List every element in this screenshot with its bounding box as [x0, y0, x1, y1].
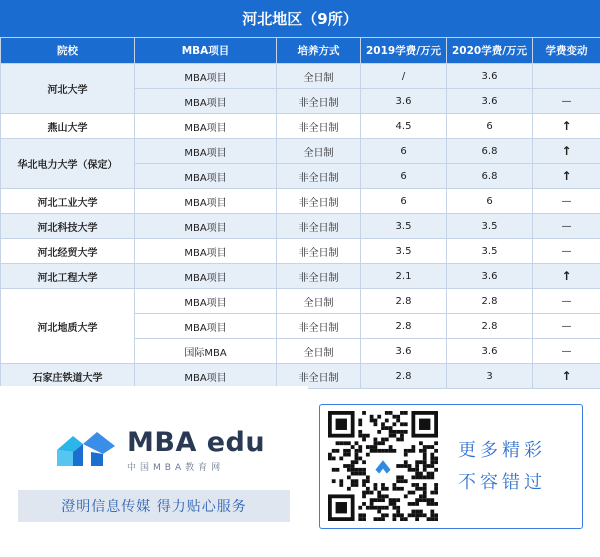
fee-change-cell: —: [533, 89, 600, 114]
header-fee-2020: 2020学费/万元: [447, 38, 533, 64]
fee-2019-cell: 2.8: [361, 314, 447, 339]
header-fee-change: 学费变动: [533, 38, 600, 64]
fee-change-cell: ↑: [533, 114, 600, 139]
mode-cell: 全日制: [277, 139, 361, 164]
fee-2019-cell: 6: [361, 164, 447, 189]
program-cell: MBA项目: [135, 214, 277, 239]
fee-2020-cell: 2.8: [447, 289, 533, 314]
fee-change-cell: —: [533, 189, 600, 214]
fee-2019-cell: /: [361, 64, 447, 89]
table-row: [1, 264, 600, 289]
page-title: 河北地区（9所）: [0, 0, 600, 37]
brand-subtitle: 中国MBA教育网: [127, 463, 225, 473]
school-cell: 河北经贸大学: [1, 239, 135, 264]
mode-cell: 非全日制: [277, 89, 361, 114]
program-cell: 国际MBA: [135, 339, 277, 364]
fee-change-cell: —: [533, 214, 600, 239]
fee-2020-cell: 6: [447, 189, 533, 214]
header-school: 院校: [1, 38, 135, 64]
program-cell: MBA项目: [135, 239, 277, 264]
mode-cell: 非全日制: [277, 239, 361, 264]
school-cell: 河北工程大学: [1, 264, 135, 289]
program-cell: MBA项目: [135, 189, 277, 214]
slogan-bar: 澄明信息传媒 得力贴心服务: [18, 490, 290, 522]
program-cell: MBA项目: [135, 289, 277, 314]
fee-change-cell: ↑: [533, 364, 600, 389]
table-row: [1, 214, 600, 239]
school-cell: 河北工业大学: [1, 189, 135, 214]
fee-2019-cell: 3.6: [361, 339, 447, 364]
school-cell: 燕山大学: [1, 114, 135, 139]
fee-2020-cell: 6.8: [447, 164, 533, 189]
table-row: [1, 64, 600, 89]
fee-2019-cell: 2.8: [361, 364, 447, 389]
program-cell: MBA项目: [135, 114, 277, 139]
program-cell: MBA项目: [135, 139, 277, 164]
fee-change-cell: ↑: [533, 164, 600, 189]
fee-2020-cell: 3: [447, 364, 533, 389]
program-cell: MBA项目: [135, 364, 277, 389]
fee-change-cell: —: [533, 289, 600, 314]
fee-change-cell: —: [533, 339, 600, 364]
qr-code-icon[interactable]: [328, 411, 438, 521]
mode-cell: 全日制: [277, 339, 361, 364]
mode-cell: 非全日制: [277, 114, 361, 139]
mode-cell: 非全日制: [277, 189, 361, 214]
fee-change-cell: ↑: [533, 139, 600, 164]
fee-2019-cell: 2.8: [361, 289, 447, 314]
card-line-2: 不容错过: [458, 472, 546, 493]
fee-2020-cell: 6.8: [447, 139, 533, 164]
table-row: [1, 364, 600, 389]
fee-2019-cell: 6: [361, 189, 447, 214]
school-cell: 河北地质大学: [1, 289, 135, 364]
fee-2020-cell: 3.6: [447, 89, 533, 114]
fee-change-cell: —: [533, 239, 600, 264]
fee-2020-cell: 3.6: [447, 339, 533, 364]
table-row: [1, 114, 600, 139]
fee-2019-cell: 3.5: [361, 214, 447, 239]
program-cell: MBA项目: [135, 64, 277, 89]
brand-name: MBA edu: [127, 427, 266, 458]
fee-2019-cell: 2.1: [361, 264, 447, 289]
fee-2020-cell: 3.5: [447, 239, 533, 264]
fee-2019-cell: 3.5: [361, 239, 447, 264]
fee-2020-cell: 3.5: [447, 214, 533, 239]
fee-2020-cell: 2.8: [447, 314, 533, 339]
program-cell: MBA项目: [135, 164, 277, 189]
table-row: [1, 189, 600, 214]
mode-cell: 非全日制: [277, 364, 361, 389]
mode-cell: 非全日制: [277, 214, 361, 239]
fee-change-cell: [533, 64, 600, 89]
mode-cell: 全日制: [277, 64, 361, 89]
program-cell: MBA项目: [135, 314, 277, 339]
mode-cell: 非全日制: [277, 164, 361, 189]
fee-change-cell: ↑: [533, 264, 600, 289]
mba-edu-logo-icon: [55, 428, 117, 468]
table-row: [1, 289, 600, 314]
program-cell: MBA项目: [135, 264, 277, 289]
fee-2019-cell: 3.6: [361, 89, 447, 114]
school-cell: 石家庄铁道大学: [1, 364, 135, 389]
fee-2019-cell: 4.5: [361, 114, 447, 139]
table-header-row: [1, 38, 600, 64]
school-cell: 河北大学: [1, 64, 135, 114]
brand-panel: [0, 386, 308, 557]
tuition-table: [0, 37, 600, 389]
qr-card: [319, 404, 583, 529]
mode-cell: 非全日制: [277, 314, 361, 339]
card-line-1: 更多精彩: [458, 440, 546, 461]
mode-cell: 非全日制: [277, 264, 361, 289]
fee-change-cell: —: [533, 314, 600, 339]
fee-2020-cell: 3.6: [447, 264, 533, 289]
fee-2019-cell: 6: [361, 139, 447, 164]
school-cell: 华北电力大学（保定）: [1, 139, 135, 189]
program-cell: MBA项目: [135, 89, 277, 114]
table-row: [1, 139, 600, 164]
fee-2020-cell: 3.6: [447, 64, 533, 89]
fee-2020-cell: 6: [447, 114, 533, 139]
header-mode: 培养方式: [277, 38, 361, 64]
mode-cell: 全日制: [277, 289, 361, 314]
brand-logo: [55, 428, 265, 473]
table-row: [1, 239, 600, 264]
header-fee-2019: 2019学费/万元: [361, 38, 447, 64]
header-program: MBA项目: [135, 38, 277, 64]
school-cell: 河北科技大学: [1, 214, 135, 239]
